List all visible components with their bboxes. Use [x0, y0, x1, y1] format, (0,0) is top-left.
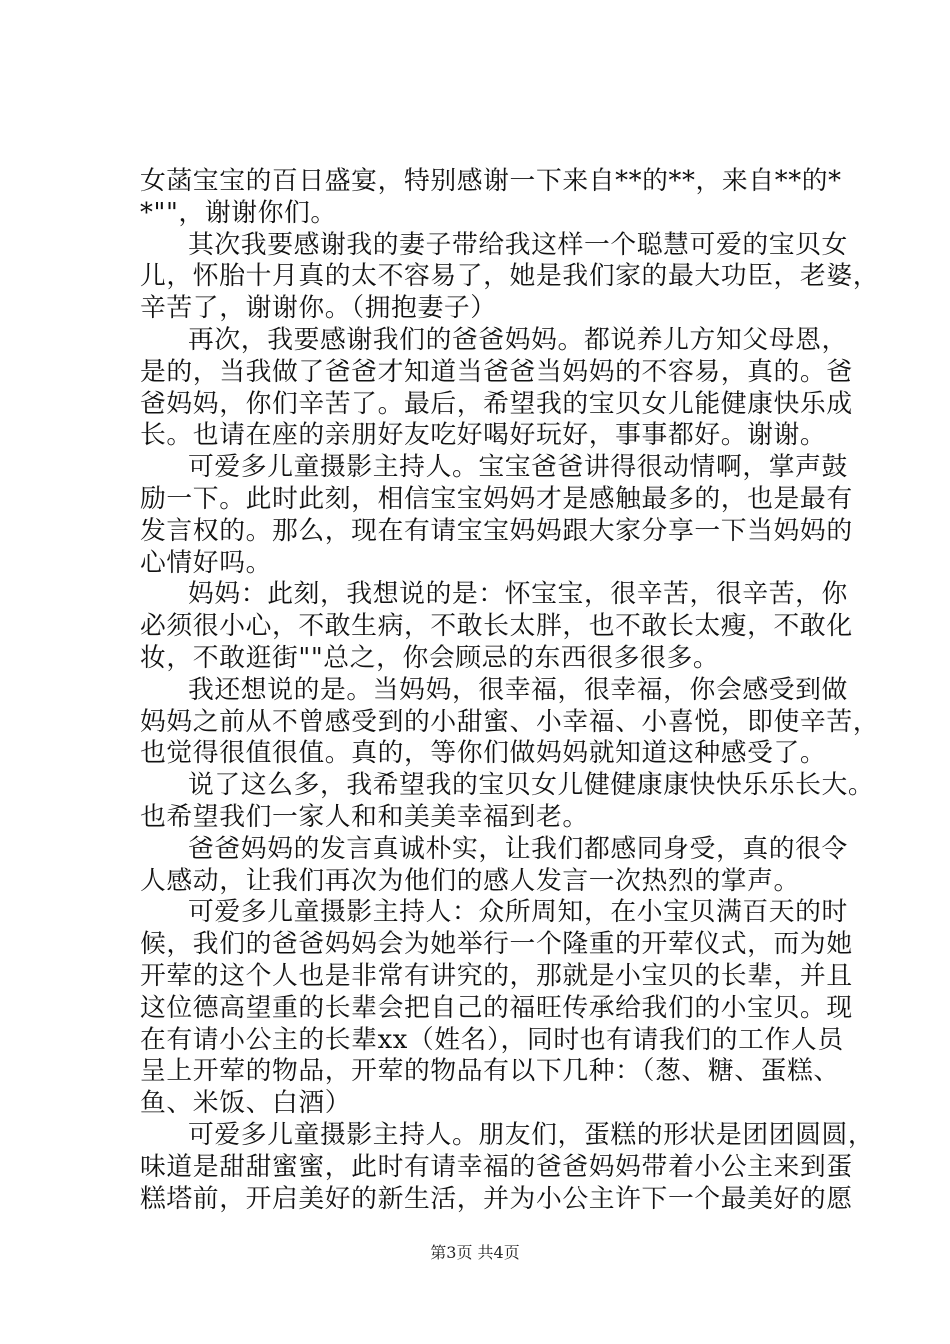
text-line: 妆，不敢逛街""总之，你会顾忌的东西很多很多。: [140, 642, 720, 673]
text-line: 励一下。此时此刻，相信宝宝妈妈才是感触最多的，也是最有: [140, 483, 853, 514]
text-line: 在有请小公主的长辈xx（姓名），同时也有请我们的工作人员: [140, 1024, 844, 1055]
paragraph-first-line: 妈妈：此刻，我想说的是：怀宝宝，很辛苦，很辛苦，你: [188, 579, 848, 610]
text-line: 是的，当我做了爸爸才知道当爸爸当妈妈的不容易，真的。爸: [140, 356, 853, 387]
paragraph-first-line: 其次我要感谢我的妻子带给我这样一个聪慧可爱的宝贝女: [188, 229, 848, 260]
text-line: 鱼、米饭、白酒）: [140, 1088, 352, 1119]
document-body: [140, 166, 880, 1215]
text-line: 也觉得很值很值。真的，等你们做妈妈就知道这种感受了。: [140, 738, 827, 769]
text-line: 呈上开荤的物品，开荤的物品有以下几种：（葱、糖、蛋糕、: [140, 1056, 840, 1087]
text-line: 味道是甜甜蜜蜜，此时有请幸福的爸爸妈妈带着小公主来到蛋: [140, 1151, 853, 1182]
text-line: 必须很小心，不敢生病，不敢长太胖，也不敢长太瘦，不敢化: [140, 611, 853, 642]
text-line: 辛苦了，谢谢你。（拥抱妻子）: [140, 293, 497, 324]
text-line: 女菡宝宝的百日盛宴，特别感谢一下来自**的**，来自**的*: [140, 166, 842, 196]
text-line: 发言权的。那么，现在有请宝宝妈妈跟大家分享一下当妈妈的: [140, 515, 853, 546]
text-line: 心情好吗。: [140, 547, 272, 578]
page-number-footer: 第3页 共4页: [430, 1243, 520, 1262]
paragraph-first-line: 可爱多儿童摄影主持人。宝宝爸爸讲得很动情啊，掌声鼓: [188, 452, 848, 483]
text-line: 候，我们的爸爸妈妈会为她举行一个隆重的开荤仪式，而为她: [140, 929, 853, 960]
text-line: 妈妈之前从不曾感受到的小甜蜜、小幸福、小喜悦，即使辛苦，: [140, 706, 880, 737]
paragraph-first-line: 我还想说的是。当妈妈，很幸福，很幸福，你会感受到做: [188, 674, 848, 705]
text-line: 爸妈妈，你们辛苦了。最后，希望我的宝贝女儿能健康快乐成: [140, 388, 853, 419]
text-line: 开荤的这个人也是非常有讲究的，那就是小宝贝的长辈，并且: [140, 960, 853, 991]
text-line: 儿，怀胎十月真的太不容易了，她是我们家的最大功臣，老婆，: [140, 261, 880, 292]
text-line: 这位德高望重的长辈会把自己的福旺传承给我们的小宝贝。现: [140, 992, 853, 1023]
text-line: 糕塔前，开启美好的新生活，并为小公主许下一个最美好的愿: [140, 1183, 853, 1214]
paragraph-first-line: 爸爸妈妈的发言真诚朴实，让我们都感同身受，真的很令: [188, 833, 848, 864]
text-line: 也希望我们一家人和和美美幸福到老。: [140, 801, 589, 832]
paragraph-first-line: 可爱多儿童摄影主持人：众所周知，在小宝贝满百天的时: [188, 897, 848, 928]
text-line: *""，谢谢你们。: [140, 197, 337, 228]
paragraph-first-line: 可爱多儿童摄影主持人。朋友们，蛋糕的形状是团团圆圆，: [188, 1119, 875, 1150]
text-line: 长。也请在座的亲朋好友吃好喝好玩好，事事都好。谢谢。: [140, 420, 827, 451]
paragraph-first-line: 再次，我要感谢我们的爸爸妈妈。都说养儿方知父母恩，: [188, 324, 848, 355]
paragraph-first-line: 说了这么多，我希望我的宝贝女儿健健康康快快乐乐长大。: [188, 770, 875, 801]
text-line: 人感动，让我们再次为他们的感人发言一次热烈的掌声。: [140, 865, 800, 896]
